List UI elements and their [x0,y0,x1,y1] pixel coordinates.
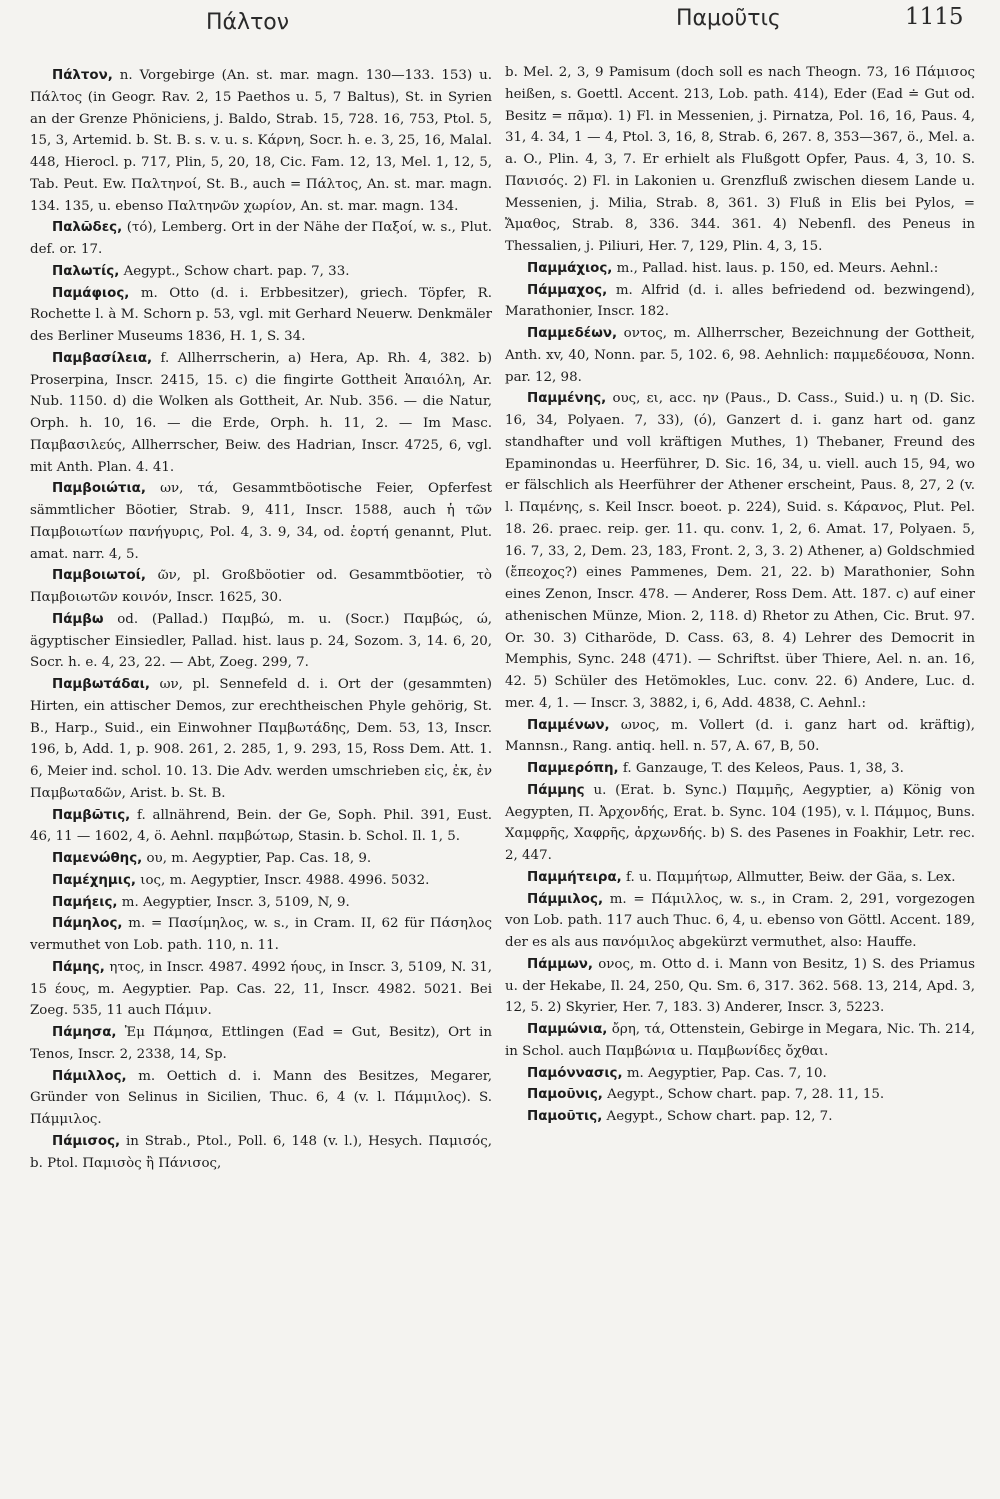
dictionary-entry [505,715,975,759]
entry-lemma: Παμόννασις, [527,1065,623,1081]
entry-lemma: Παμοῦνις, [527,1087,603,1103]
entry-text: m. = Πάμιλλος, w. s., in Cram. 2, 291, vorgezogen von Lob. path. 117 auch Thuc. 6, 4, u. ebenso von Göttl. Accent. 189, der es als aus πανόμιλος abgekürzt vermuthet, also: Hauffe. [505,891,975,950]
dictionary-entry [505,62,975,258]
entry-lemma: Πάμισος, [52,1133,121,1149]
entry-text: ιος, m. Aegyptier, Inscr. 4988. 4996. 5032. [135,872,430,888]
dictionary-entry [505,780,975,867]
entry-text: f. u. Παμμήτωρ, Allmutter, Beiw. der Gäa, s. Lex. [621,869,956,885]
entry-lemma: Παμάφιος, [52,285,130,301]
dictionary-entry [505,280,975,324]
entry-lemma: Παλῶδες, [52,220,123,236]
entry-text: ων, τά, Gesammtböotische Feier, Opferfest sämmtlicher Böotier, Strab. 9, 411, Inscr. 1588, auch ἡ τῶν Παμβοιωτίων πανήγυρις, Pol. 4, 3. 9, 34, od. ἑορτή genannt, Plut. amat. narr. 4, 5. [30,481,492,562]
entry-text: m. Oettich d. i. Mann des Besitzes, Megarer, Gründer von Selinus in Sicilien, Thuc. 6, 4 (v. l. Πάμμιλος). S. Πάμμιλος. [30,1068,492,1127]
left-column [30,65,492,1174]
entry-lemma: Πάμμιλος, [527,891,604,907]
entry-lemma: Παμβοιώτια, [52,481,146,497]
entry-lemma: Παμβοιωτοί, [52,568,146,584]
dictionary-entry [505,388,975,714]
entry-text: m. Otto (d. i. Erbbesitzer), griech. Töpfer, R. Rochette l. à M. Schorn p. 53, vgl. mit Gerhard Neuerw. Denkmäler des Berliner Museums 1836, H. 1, S. 34. [30,285,492,344]
dictionary-entry [30,1022,492,1066]
entry-lemma: Πάμμης [527,782,585,798]
dictionary-entry [30,957,492,1022]
entry-text: ων, pl. Sennefeld d. i. Ort der (gesammten) Hirten, ein attischer Demos, zur erechtheischen Phyle gehörig, St. B., Harp., Suid., ein Einwohner Παμβωτάδης, Dem. 53, 13, Inscr. 196, b, Add. 1, p. 908. 261, 2. 285, 1, 9. 293, 15, Ross Dem. Att. 1. 6, Meier ind. schol. 10. 13. Die Adv. werden umschrieben εἰς, ἐκ, ἐν Παμβωταδῶν, Arist. b. St. B. [30,677,492,801]
dictionary-entry [505,889,975,954]
entry-lemma: Παμμερόπη, [527,761,619,776]
entry-text: ῶν, pl. Großböotier od. Gesammtböotier, τὸ Παμβοιωτῶν κοινόν, Inscr. 1625, 30. [30,568,492,605]
dictionary-entry [30,348,492,479]
entry-text: m. = Πασίμηλος, w. s., in Cram. II, 62 für Πάσηλος vermuthet von Lob. path. 110, n. 11. [30,916,492,953]
entry-lemma: Πάμιλλος, [52,1068,127,1084]
entry-text: in Strab., Ptol., Poll. 6, 148 (v. l.), Hesych. Παμισός, b. Ptol. Παμισὸς ἢ Πάνισος, [30,1133,492,1171]
entry-text: m. Aegyptier, Inscr. 3, 5109, N, 9. [117,894,350,910]
entry-text: m. Aegyptier, Pap. Cas. 7, 10. [622,1065,827,1081]
dictionary-entry [30,870,492,892]
entry-lemma: Πάμηλος, [52,916,123,932]
dictionary-entry [30,565,492,609]
dictionary-entry [30,1066,492,1131]
entry-lemma: Πάμβω [52,611,104,627]
entry-lemma: Παμοῦτις, [527,1109,603,1124]
entry-lemma: Πάμησα, [52,1025,117,1040]
entry-lemma: Πάμμων, [527,956,593,972]
entry-text: ητος, in Inscr. 4987. 4992 ήους, in Inscr. 3, 5109, N. 31, 15 έους, m. Aegyptier. Pap. Cas. 22, 11, Inscr. 4982. 5021. Bei Zoeg. 535, 11 auch Πάμιν. [30,959,492,1019]
entry-text: m. Alfrid (d. i. alles befriedend od. bezwingend), Marathonier, Inscr. 182. [505,282,975,320]
dictionary-entry [30,674,492,805]
entry-lemma: Παμενώθης, [52,851,143,866]
entry-text: od. (Pallad.) Παμβώ, m. u. (Socr.) Παμβώς, ώ, ägyptischer Einsiedler, Pallad. hist. laus p. 24, Sozom. 3, 14. 6, 20, Socr. h. e. 4, 23, 22. — Abt, Zoeg. 299, 7. [30,611,492,671]
entry-text: ωνος, m. Vollert (d. i. ganz hart od. kräftig), Mannsn., Rang. antiq. hell. n. 57, A. 67, B, 50. [505,717,975,755]
entry-text: ὄρη, τά, Ottenstein, Gebirge in Megara, Nic. Th. 214, in Schol. auch Παμβώνια u. Παμβωνίδες ὄχθαι. [505,1022,975,1059]
entry-text: ου, m. Aegyptier, Pap. Cas. 18, 9. [142,851,372,866]
entry-text: m., Pallad. hist. laus. p. 150, ed. Meurs. Aehnl.: [612,260,939,276]
page-header [0,0,1000,50]
entry-lemma: Παμβασίλεια, [52,350,153,366]
entry-lemma: Παμβωτάδαι, [52,677,150,692]
entry-text: Aegypt., Schow chart. pap. 7, 33. [119,263,350,279]
dictionary-entry [30,913,492,957]
dictionary-entry [505,323,975,388]
entry-text: Ἐμ Πάμησα, Ettlingen (Ead = Gut, Besitz), Ort in Tenos, Inscr. 2, 2338, 14, Sp. [30,1025,492,1062]
dictionary-entry [505,954,975,1019]
dictionary-entry [505,867,975,889]
entry-text: ους, ει, acc. ην (Paus., D. Cass., Suid.) u. η (D. Sic. 16, 34, Polyaen. 7, 33), (ό), Ganzert d. i. ganz hart od. ganz standhafter und voll kräftigen Muthes, 1) Thebaner, Freund des Epaminondas u. Heerführer, D. Sic. 16, 34, u. viell. auch 15, 94, wo er fälschlich als Heerführer der Athener erscheint, Paus. 8, 27, 2 (v. l. Παμένης, s. Keil Inscr. boeot. p. 224), Suid. s. Κάρανος, Plut. Pel. 18. 26. praec. reip. ger. 11. qu. conv. 1, 2, 6. Amat. 17, Polyaen. 5, 16. 7, 33, 2, Dem. 23, 183, Front. 2, 3, 3. 2) Athener, a) Goldschmied (ἔπεοχος?) eines Pammenes, Dem. 21, 22. b) Marathonier, Sohn eines Zenon, Inscr. 478. — Anderer, Ross Dem. Att. 187. c) auf einer athenischen Münze, Mion. 2, 118. d) Rhetor zu Athen, Cic. Brut. 97. Or. 30. 3) Citharöde, D. Cass. 63, 8. 4) Lehrer des Democrit in Memphis, Sync. 248 (471). — Schriftst. über Thiere, Ael. n. an. 16, 42. 5) Schüler des Hetömokles, Luc. conv. 22. 6) Andere, Luc. d. mer. 4, 1. — Inscr. 3, 3882, i, 6, Add. 4838, C. Aehnl.: [505,391,975,711]
entry-lemma: Παμμένης, [527,391,607,407]
entry-lemma: Παμβῶτις, [52,807,131,823]
entry-lemma: Παμμάχιος, [527,260,613,276]
right-column [505,62,975,1128]
entry-text: u. (Erat. b. Sync.) Παμμῆς, Aegyptier, a) König von Aegypten, Π. Ἀρχονδής, Erat. b. Sync. 104 (195), v. l. Πάμμος, Buns. Χαμφρῆς, Χαφρῆς, ἀρχωνδής. b) S. des Pasenes in Foakhir, Letr. rec. 2, 447. [505,782,975,863]
dictionary-entry [30,1131,492,1175]
entry-text: (τό), Lemberg. Ort in der Nähe der Παξοί, w. s., Plut. def. or. 17. [30,220,492,257]
dictionary-entry [30,283,492,348]
dictionary-entry [30,609,492,674]
entry-text: Aegypt., Schow chart. pap. 12, 7. [602,1109,833,1124]
dictionary-entry [30,65,492,217]
dictionary-entry [30,478,492,565]
entry-text: οντος, m. Allherrscher, Bezeichnung der Gottheit, Anth. xv, 40, Nonn. par. 5, 102. 6, 98. Aehnlich: παμμεδέουσα, Nonn. par. 12, 98. [505,326,975,385]
entry-lemma: Πάμμαχος, [527,282,608,298]
right-running-headword: Παμοῦτις [676,6,781,31]
entry-lemma: Πάλτον, [52,68,113,83]
entry-lemma: Παμέχημις, [52,872,136,888]
dictionary-entry [505,1106,975,1128]
dictionary-entry [30,261,492,283]
entry-lemma: Παμήεις, [52,894,118,910]
entry-lemma: Παμμώνια, [527,1022,608,1037]
entry-text: f. Ganzauge, T. des Keleos, Paus. 1, 38, 3. [618,761,904,776]
entry-text: f. Allherrscherin, a) Hera, Ap. Rh. 4, 382. b) Proserpina, Inscr. 2415, 15. c) die fingirte Gottheit Ἀπαιόλη, Ar. Nub. 1150. d) die Wolken als Gottheit, Ar. Nub. 356. — die Natur, Orph. h. 10, 16. — die Erde, Orph. h. 11, 2. — Im Masc. Παμβασιλεύς, Allherrscher, Beiw. des Hadrian, Inscr. 4725, 6, vgl. mit Anth. Plan. 4. 41. [30,350,492,475]
entry-lemma: Παλωτίς, [52,263,120,279]
entry-text: f. allnährend, Bein. der Ge, Soph. Phil. 391, Eust. 46, 11 — 1602, 4, ö. Aehnl. παμβώτωρ, Stasin. b. Schol. Il. 1, 5. [30,807,492,845]
dictionary-entry [505,258,975,280]
dictionary-entry [30,848,492,870]
entry-lemma: Παμμένων, [527,717,610,733]
dictionary-entry [30,805,492,849]
dictionary-entry [505,1019,975,1063]
entry-text: Aegypt., Schow chart. pap. 7, 28. 11, 15. [602,1087,885,1103]
entry-lemma: Πάμης, [52,959,105,975]
entry-lemma: Παμμεδέων, [527,326,618,341]
dictionary-entry [30,892,492,914]
dictionary-entry [505,1084,975,1106]
dictionary-entry [505,1063,975,1085]
entry-text: ονος, m. Otto d. i. Mann von Besitz, 1) S. des Priamus u. der Hekabe, Il. 24, 250, Qu. Sm. 6, 317. 362. 568. 13, 214, Apd. 3, 12, 5. 2) Skyrier, Her. 7, 183. 3) Anderer, Inscr. 3, 5223. [505,956,975,1016]
entry-lemma: Παμμήτειρα, [527,869,622,885]
dictionary-entry [30,217,492,261]
left-running-headword: Πάλτον [206,10,290,35]
page-number: 1115 [905,4,964,30]
dictionary-entry [505,758,975,780]
entry-text: b. Mel. 2, 3, 9 Pamisum (doch soll es nach Theogn. 73, 16 Πάμισος heißen, s. Goettl. Accent. 213, Lob. path. 414), Eder (Ead ≐ Gut od. Besitz = πᾶμα). 1) Fl. in Messenien, j. Pirnatza, Pol. 16, 16, Paus. 4, 31, 4. 34, 1 — 4, Ptol. 3, 16, 8, Strab. 6, 267. 8, 353—367, ö., Mel. a. a. O., Plin. 4, 3, 7. Er erhielt als Flußgott Opfer, Paus. 4, 3, 10. S. Πανισός. 2) Fl. in Lakonien u. Grenzfluß zwischen diesem Lande u. Messenien, j. Milia, Strab. 8, 361. 3) Fluß in Elis bei Pylos, = Ἄμαθος, Strab. 8, 336. 344. 361. 4) Nebenfl. des Peneus in Thessalien, j. Piliuri, Her. 7, 129, Plin. 4, 3, 15. [505,65,975,254]
entry-text: n. Vorgebirge (An. st. mar. magn. 130—133. 153) u. Πάλτος (in Geogr. Rav. 2, 15 Paethos u. 5, 7 Baltus), St. in Syrien an der Grenze Phöniciens, j. Baldo, Strab. 15, 728. 16, 753, Ptol. 5, 15, 3, Artemid. b. St. B. s. v. u. s. Κάρνη, Socr. h. e. 3, 25, 16, Malal. 448, Hierocl. p. 717, Plin, 5, 20, 18, Cic. Fam. 12, 13, Mel. 1, 12, 5, Tab. Peut. Ew. Παλτηνοί, St. B., auch = Πάλτος, An. st. mar. magn. 134. 135, u. ebenso Παλτηνῶν χωρίον, An. st. mar. magn. 134. [30,68,492,214]
